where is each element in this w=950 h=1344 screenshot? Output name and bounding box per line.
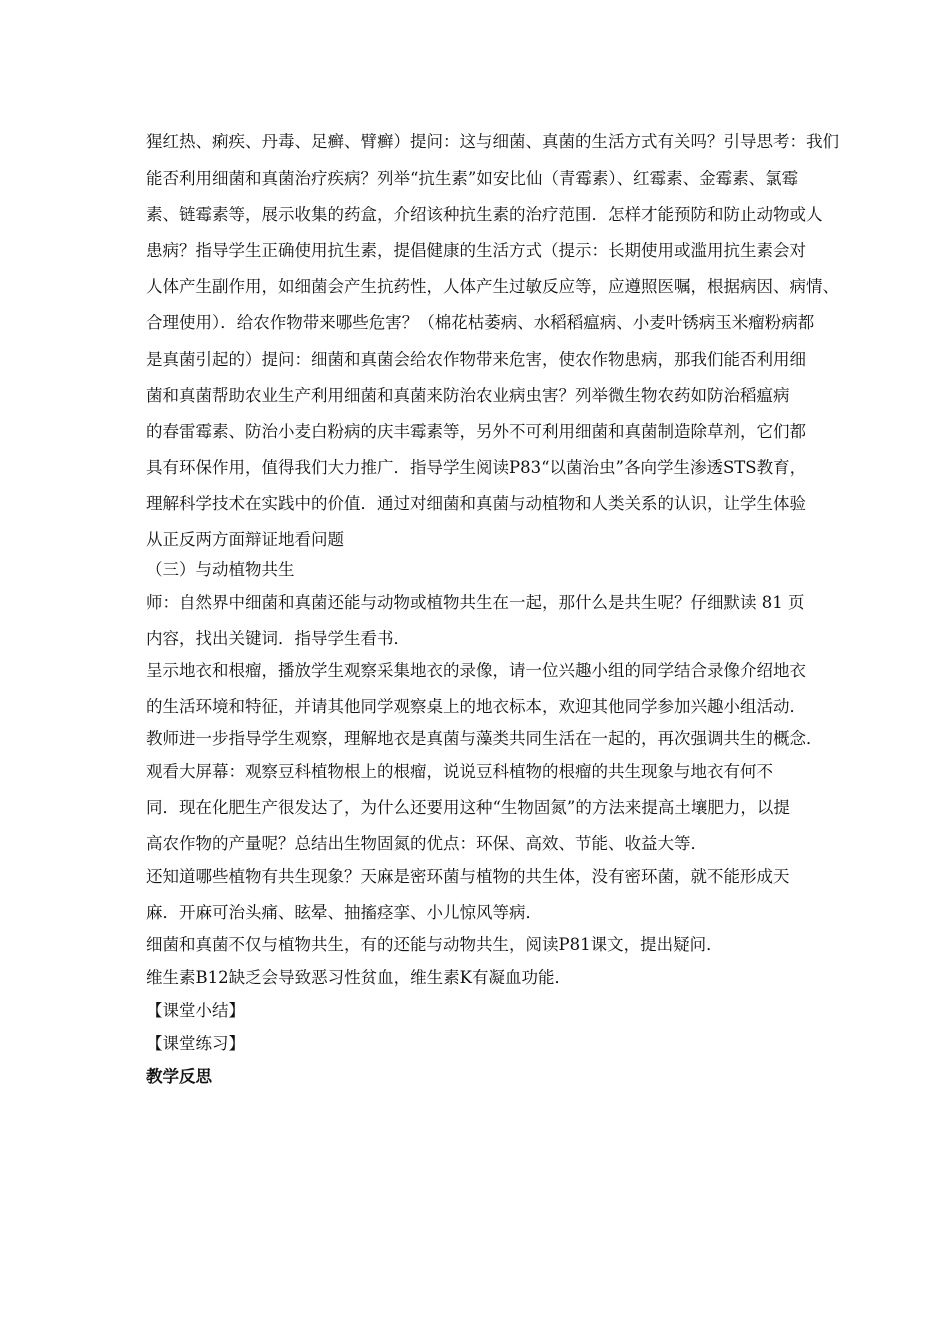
text-line: 同．现在化肥生产很发达了，为什么还要用这种“生物固氮”的方法来提高土壤肥力，以提 [146, 798, 790, 817]
text-line: 教师进一步指导学生观察，理解地衣是真菌与藻类共同生活在一起的，再次强调共生的概念． [146, 729, 823, 748]
section-heading: （三）与动植物共生 [146, 560, 295, 579]
text-line: 素、链霉素等，展示收集的药盒，介绍该种抗生素的治疗范围．怎样才能预防和防止动物或人 [146, 205, 823, 224]
text-line: 合理使用）．给农作物带来哪些危害？（棉花枯萎病、水稻稻瘟病、小麦叶锈病玉米瘤粉病都 [146, 313, 815, 332]
text-line: 细菌和真菌不仅与植物共生，有的还能与动物共生，阅读P81课文，提出疑问． [146, 935, 723, 954]
text-line: 能否利用细菌和真菌治疗疾病？列举“抗生素”如安比仙（青霉素）、红霉素、金霉素、氯霉 [146, 169, 799, 188]
text-line: 的生活环境和特征，并请其他同学观察桌上的地衣标本，欢迎其他同学参加兴趣小组活动． [146, 697, 806, 716]
text-line: 人体产生副作用，如细菌会产生抗药性，人体产生过敏反应等，应遵照医嘱，根据病因、病情、 [146, 277, 839, 296]
text-line: 猩红热、痢疾、丹毒、足癣、臂癣）提问：这与细菌、真菌的生活方式有关吗？引导思考：我们 [146, 132, 839, 151]
text-line: 内容，找出关键词．指导学生看书． [146, 629, 410, 648]
reflection-heading: 教学反思 [146, 1067, 212, 1086]
text-line: 麻．开麻可治头痛、眩晕、抽搐痉挛、小儿惊风等病． [146, 903, 542, 922]
text-line: 具有环保作用，值得我们大力推广．指导学生阅读P83“以菌治虫”各向学生渗透STS教育， [146, 458, 807, 477]
practice-heading: 【课堂练习】 [146, 1034, 245, 1053]
text-line: 理解科学技术在实践中的价值．通过对细菌和真菌与动植物和人类关系的认识，让学生体验 [146, 494, 806, 513]
text-line: 患病？指导学生正确使用抗生素，提倡健康的生活方式（提示：长期使用或滥用抗生素会对 [146, 241, 806, 260]
text-line: 还知道哪些植物有共生现象？天麻是密环菌与植物的共生体，没有密环菌，就不能形成天 [146, 867, 790, 886]
text-line: 呈示地衣和根瘤，播放学生观察采集地衣的录像，请一位兴趣小组的同学结合录像介绍地衣 [146, 661, 806, 680]
text-line: 高农作物的产量呢？总结出生物固氮的优点：环保、高效、节能、收益大等． [146, 834, 707, 853]
text-line: 师：自然界中细菌和真菌还能与动物或植物共生在一起，那什么是共生呢？仔细默读 81 页 [146, 593, 805, 612]
text-line: 从正反两方面辩证地看问题 [146, 530, 344, 549]
summary-heading: 【课堂小结】 [146, 1001, 245, 1020]
text-line: 菌和真菌帮助农业生产利用细菌和真菌来防治农业病虫害？列举微生物农药如防治稻瘟病 [146, 386, 790, 405]
text-line: 维生素B12缺乏会导致恶习性贫血，维生素K有凝血功能． [146, 968, 571, 987]
text-line: 的春雷霉素、防治小麦白粉病的庆丰霉素等，另外不可利用细菌和真菌制造除草剂，它们都 [146, 422, 806, 441]
text-line: 观看大屏幕：观察豆科植物根上的根瘤，说说豆科植物的根瘤的共生现象与地衣有何不 [146, 762, 773, 781]
text-line: 是真菌引起的）提问：细菌和真菌会给农作物带来危害，使农作物患病，那我们能否利用细 [146, 350, 806, 369]
